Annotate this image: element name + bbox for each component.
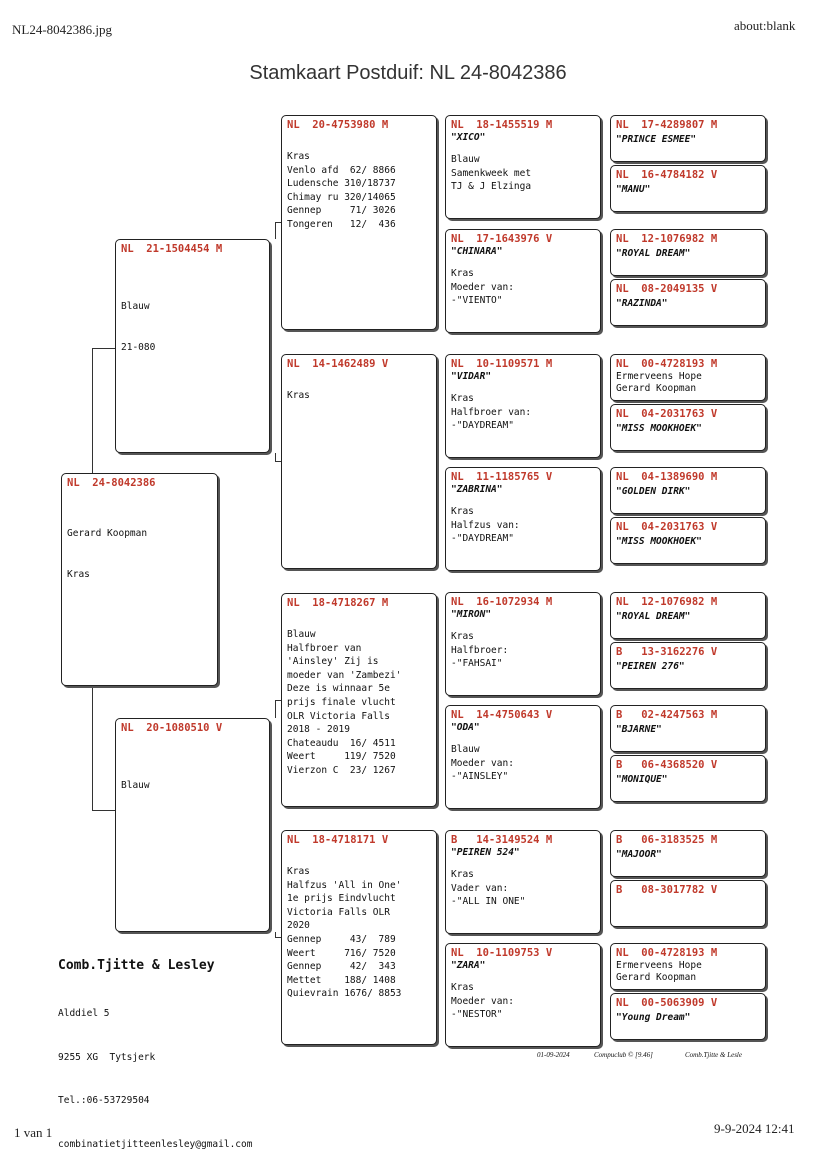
gen4-ring: B 08-3017782 V: [616, 884, 718, 896]
gen4-card: [610, 943, 766, 990]
page-title: Stamkaart Postduif: NL 24-8042386: [249, 62, 567, 84]
grandparent-card: [281, 593, 437, 807]
ancestor-line: -"ALL IN ONE": [451, 896, 526, 908]
ancestor-ring: NL 11-1185765 V: [451, 471, 553, 483]
ancestor-name: "ZARA": [451, 960, 486, 971]
gen4-ring: NL 04-1389690 M: [616, 471, 718, 483]
father-ring: NL 21-1504454 M: [121, 243, 223, 255]
grandparent-line: Tongeren 12/ 436: [287, 218, 396, 230]
gen4-card: [610, 755, 766, 802]
gen4-card: [610, 993, 766, 1040]
gen4-card: [610, 404, 766, 451]
grandparent-line: Gennep 43/ 789: [287, 933, 396, 945]
footer-software: Compuclub © [9.46]: [594, 1051, 653, 1059]
ancestor-info: [451, 153, 595, 194]
grandparent-line: Victoria Falls OLR: [287, 906, 390, 918]
ancestor-card: [445, 354, 601, 458]
grandparent-card: [281, 830, 437, 1045]
grandparent-line: Gennep 71/ 3026: [287, 205, 396, 217]
ancestor-ring: NL 10-1109571 M: [451, 358, 553, 370]
connector-line: [92, 348, 93, 473]
grandparent-line: Ludensche 310/18737: [287, 178, 396, 190]
grandparent-line: Kras: [287, 151, 310, 162]
connector-line: [92, 810, 115, 811]
owner-address: [58, 978, 252, 1167]
gen4-name: "PEIREN 276": [616, 661, 685, 672]
grandparent-line: Chimay ru 320/14065: [287, 191, 396, 203]
grandparent-line: 'Ainsley' Zij is: [287, 656, 379, 668]
grandparent-line: 1e prijs Eindvlucht: [287, 893, 396, 905]
gen4-name: "GOLDEN DIRK": [616, 486, 691, 497]
ancestor-line: -"AINSLEY": [451, 771, 509, 783]
ancestor-line: Blauw: [451, 744, 480, 755]
gen4-name: Ermerveens Hope: [616, 371, 702, 382]
owner-line: combinatietjitteenlesley@gmail.com: [58, 1138, 253, 1150]
gen4-ring: NL 04-2031763 V: [616, 408, 718, 420]
connector-line: [275, 700, 276, 718]
ancestor-line: Halfbroer:: [451, 644, 509, 656]
grandparent-ring: NL 14-1462489 V: [287, 358, 389, 370]
grandparent-info: [287, 628, 431, 778]
grandparent-line: moeder van 'Zambezi': [287, 669, 402, 681]
grandparent-line: Deze is winnaar 5e: [287, 683, 390, 695]
ancestor-card: [445, 467, 601, 571]
gen4-card: [610, 279, 766, 326]
gen4-name: "ROYAL DREAM": [616, 611, 691, 622]
father-line: 21-080: [121, 341, 156, 353]
ancestor-ring: NL 14-4750643 V: [451, 709, 553, 721]
father-card: [115, 239, 270, 453]
grandparent-card: [281, 115, 437, 330]
gen4-card: [610, 115, 766, 162]
grandparent-line: Quievrain 1676/ 8853: [287, 988, 402, 1000]
grandparent-line: Weert 716/ 7520: [287, 947, 396, 959]
grandparent-line: Kras: [287, 390, 310, 401]
mother-card: [115, 718, 270, 932]
ancestor-line: -"NESTOR": [451, 1009, 503, 1021]
ancestor-line: Moeder van:: [451, 757, 514, 769]
grandparent-ring: NL 18-4718267 M: [287, 597, 389, 609]
owner-line: 9255 XG Tytsjerk: [58, 1051, 156, 1063]
gen4-ring: NL 17-4289807 M: [616, 119, 718, 131]
ancestor-line: Blauw: [451, 154, 480, 165]
gen4-card: [610, 354, 766, 401]
ancestor-info: [451, 267, 595, 308]
ancestor-name: "CHINARA": [451, 246, 503, 257]
gen4-card: [610, 467, 766, 514]
ancestor-name: "XICO": [451, 132, 486, 143]
ancestor-name: "VIDAR": [451, 371, 492, 382]
subject-ring: NL 24-8042386: [67, 477, 156, 489]
grandparent-info: [287, 389, 431, 403]
ancestor-line: -"FAHSAI": [451, 658, 503, 670]
ancestor-card: [445, 592, 601, 696]
ancestor-card: [445, 943, 601, 1047]
gen4-name: "MISS MOOKHOEK": [616, 536, 702, 547]
grandparent-card: [281, 354, 437, 569]
grandparent-line: Kras: [287, 866, 310, 877]
grandparent-line: Vierzon C 23/ 1267: [287, 764, 396, 776]
gen4-ring: B 13-3162276 V: [616, 646, 718, 658]
gen4-ring: NL 00-4728193 M: [616, 358, 718, 370]
grandparent-line: Halfzus 'All in One': [287, 879, 402, 891]
grandparent-line: 2018 - 2019: [287, 724, 350, 736]
grandparent-line: Mettet 188/ 1408: [287, 974, 396, 986]
footer-date: 01-09-2024: [537, 1051, 570, 1059]
connector-line: [92, 686, 93, 810]
ancestor-name: "ODA": [451, 722, 480, 733]
subject-line: Gerard Koopman: [67, 528, 148, 540]
gen4-ring: NL 16-4784182 V: [616, 169, 718, 181]
ancestor-info: [451, 743, 595, 784]
browser-url: about:blank: [734, 18, 796, 33]
gen4-card: [610, 880, 766, 927]
ancestor-name: "MIRON": [451, 609, 492, 620]
father-line: Blauw: [121, 301, 150, 313]
gen4-name: "MISS MOOKHOEK": [616, 423, 702, 434]
gen4-name: "MANU": [616, 184, 651, 195]
gen4-card: [610, 592, 766, 639]
mother-info: [121, 752, 264, 820]
gen4-name: "BJARNE": [616, 724, 662, 735]
ancestor-info: [451, 981, 595, 1022]
subject-info: [67, 500, 212, 609]
gen4-name-line2: Gerard Koopman: [616, 972, 697, 983]
mother-ring: NL 20-1080510 V: [121, 722, 223, 734]
grandparent-line: 2020: [287, 920, 310, 932]
connector-line: [275, 222, 276, 239]
gen4-name: "MAJOOR": [616, 849, 662, 860]
ancestor-info: [451, 868, 595, 909]
ancestor-info: [451, 505, 595, 546]
grandparent-info: [287, 150, 431, 232]
ancestor-line: Halfzus van:: [451, 519, 520, 531]
gen4-ring: B 06-3183525 M: [616, 834, 718, 846]
mother-line: Blauw: [121, 780, 150, 792]
ancestor-card: [445, 830, 601, 934]
ancestor-ring: NL 16-1072934 M: [451, 596, 553, 608]
page-number: 1 van 1: [14, 1125, 53, 1140]
ancestor-card: [445, 705, 601, 809]
gen4-card: [610, 229, 766, 276]
ancestor-line: Kras: [451, 869, 474, 880]
gen4-name: "MONIQUE": [616, 774, 668, 785]
ancestor-line: -"DAYDREAM": [451, 533, 514, 545]
grandparent-line: Chateaudu 16/ 4511: [287, 737, 396, 749]
gen4-card: [610, 642, 766, 689]
gen4-ring: NL 00-4728193 M: [616, 947, 718, 959]
ancestor-name: "ZABRINA": [451, 484, 503, 495]
gen4-ring: NL 12-1076982 M: [616, 596, 718, 608]
ancestor-line: -"DAYDREAM": [451, 420, 514, 432]
grandparent-line: OLR Victoria Falls: [287, 710, 390, 722]
grandparent-line: Venlo afd 62/ 8866: [287, 164, 396, 176]
gen4-card: [610, 517, 766, 564]
grandparent-line: Halfbroer van: [287, 642, 362, 654]
ancestor-line: Kras: [451, 268, 474, 279]
grandparent-line: prijs finale vlucht: [287, 696, 396, 708]
ancestor-info: [451, 630, 595, 671]
gen4-ring: NL 08-2049135 V: [616, 283, 718, 295]
gen4-name: Ermerveens Hope: [616, 960, 702, 971]
gen4-card: [610, 165, 766, 212]
gen4-name: "RAZINDA": [616, 298, 668, 309]
ancestor-card: [445, 229, 601, 333]
owner-line: Tel.:06-53729504: [58, 1095, 150, 1106]
gen4-ring: NL 00-5063909 V: [616, 997, 718, 1009]
ancestor-name: "PEIREN 524": [451, 847, 520, 858]
print-datetime: 9-9-2024 12:41: [714, 1121, 795, 1136]
ancestor-line: Halfbroer van:: [451, 406, 532, 418]
ancestor-ring: NL 18-1455519 M: [451, 119, 553, 131]
grandparent-info: [287, 865, 431, 1001]
ancestor-line: -"VIENTO": [451, 295, 503, 307]
ancestor-line: Vader van:: [451, 882, 509, 894]
ancestor-line: Kras: [451, 393, 474, 404]
connector-line: [92, 348, 115, 349]
gen4-ring: NL 04-2031763 V: [616, 521, 718, 533]
ancestor-line: Moeder van:: [451, 995, 514, 1007]
gen4-ring: NL 12-1076982 M: [616, 233, 718, 245]
owner-line: Alddiel 5: [58, 1008, 110, 1019]
ancestor-ring: NL 10-1109753 V: [451, 947, 553, 959]
gen4-name-line2: Gerard Koopman: [616, 383, 697, 394]
gen4-card: [610, 705, 766, 752]
ancestor-ring: B 14-3149524 M: [451, 834, 553, 846]
ancestor-line: Kras: [451, 982, 474, 993]
grandparent-ring: NL 18-4718171 V: [287, 834, 389, 846]
grandparent-line: Weert 119/ 7520: [287, 751, 396, 763]
subject-card: [61, 473, 218, 686]
browser-filename: NL24-8042386.jpg: [12, 22, 113, 37]
grandparent-ring: NL 20-4753980 M: [287, 119, 389, 131]
ancestor-info: [451, 392, 595, 433]
ancestor-line: Samenkweek met: [451, 167, 532, 179]
subject-line: Kras: [67, 568, 90, 580]
grandparent-line: Gennep 42/ 343: [287, 961, 396, 973]
ancestor-card: [445, 115, 601, 219]
ancestor-line: TJ & J Elzinga: [451, 181, 532, 193]
ancestor-line: Kras: [451, 631, 474, 642]
gen4-name: "ROYAL DREAM": [616, 248, 691, 259]
gen4-ring: B 02-4247563 M: [616, 709, 718, 721]
footer-owner: Comb.Tjitte & Lesle: [685, 1051, 742, 1059]
ancestor-ring: NL 17-1643976 V: [451, 233, 553, 245]
gen4-name: "PRINCE ESMEE": [616, 134, 697, 145]
gen4-name: "Young Dream": [616, 1012, 691, 1023]
owner-name: Comb.Tjitte & Lesley: [58, 958, 215, 973]
gen4-ring: B 06-4368520 V: [616, 759, 718, 771]
father-info: [121, 273, 264, 382]
gen4-card: [610, 830, 766, 877]
connector-line: [275, 453, 276, 461]
ancestor-line: Kras: [451, 506, 474, 517]
ancestor-line: Moeder van:: [451, 281, 514, 293]
grandparent-line: Blauw: [287, 629, 316, 640]
